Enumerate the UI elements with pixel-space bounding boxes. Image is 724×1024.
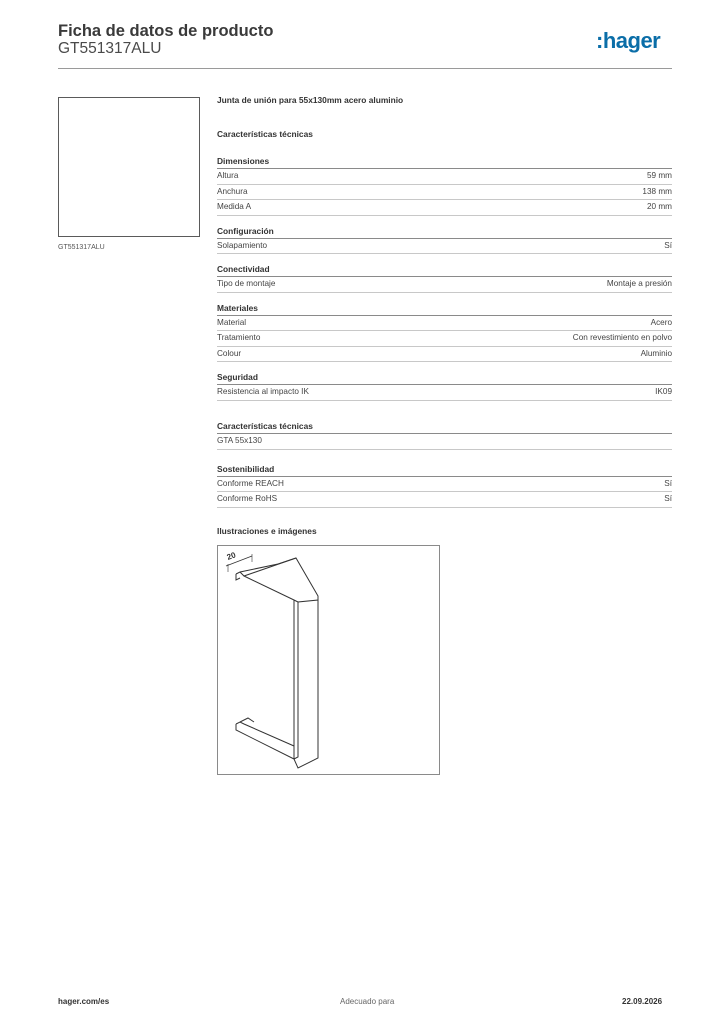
spec-key: Colour [217,348,242,358]
spec-key: Conforme RoHS [217,494,278,503]
footer-suitable-for: Adecuado para [340,997,395,1006]
spec-key: Anchura [217,186,248,196]
spec-row [217,477,672,493]
spec-section [217,226,672,255]
section-title: Seguridad [217,372,672,385]
spec-row [217,185,672,201]
spec-sections-secondary [217,421,672,508]
hager-logo: :hager [596,28,661,53]
section-title: Características técnicas [217,421,672,434]
spec-row [217,385,672,401]
spec-value: 59 mm [646,171,672,180]
spec-key: Altura [217,171,239,180]
spec-section [217,156,672,216]
spec-section [217,372,672,401]
spec-key: GTA 55x130 [217,436,262,445]
spec-sections [217,156,672,401]
spec-row [217,239,672,255]
connector-drawing [218,546,439,774]
section-title: Configuración [217,226,672,239]
spec-section [217,421,672,450]
spec-value: Acero [650,317,672,327]
spec-key: Tipo de montaje [217,279,276,288]
specs-secondary [217,421,672,522]
spec-section [217,264,672,293]
spec-row [217,492,672,508]
illustration-box [217,545,440,775]
spec-key: Conforme REACH [217,478,284,488]
photo-caption: GT551317ALU [58,244,105,251]
spec-value: Sí [664,240,672,250]
section-title: Materiales [217,303,672,316]
spec-value: Con revestimiento en polvo [572,333,672,342]
footer-website[interactable]: hager.com/es [58,997,110,1006]
spec-value: 20 mm [646,202,672,211]
spec-key: Solapamiento [217,240,268,250]
page-title: Ficha de datos de producto [58,22,274,40]
tech-heading: Características técnicas [217,129,313,139]
spec-key: Material [217,317,247,327]
illustrations-heading: Ilustraciones e imágenes [217,526,317,536]
spec-row [217,277,672,293]
spec-section [217,303,672,363]
section-title: Dimensiones [217,156,672,169]
product-code: GT551317ALU [58,40,162,57]
spec-value: Aluminio [640,348,672,358]
product-description: Junta de unión para 55x130mm acero aluminio [217,95,404,105]
spec-section [217,464,672,508]
spec-row [217,347,672,363]
specs-main [217,95,672,411]
spec-value: Montaje a presión [606,279,672,288]
spec-value: Sí [664,478,672,488]
header-divider [58,68,672,69]
spec-row [217,316,672,332]
spec-row [217,331,672,347]
section-title: Conectividad [217,264,672,277]
spec-row [217,200,672,216]
spec-row [217,169,672,185]
product-photo [58,97,200,237]
footer-date: 22.09.2026 [622,997,663,1006]
spec-row [217,434,672,450]
section-title: Sostenibilidad [217,464,672,477]
spec-value: IK09 [655,387,672,396]
dimension-label: 20 [225,550,238,562]
spec-key: Medida A [217,202,252,211]
spec-key: Resistencia al impacto IK [217,387,309,396]
spec-value: Sí [664,494,672,503]
spec-value: 138 mm [642,186,672,196]
spec-key: Tratamiento [217,333,261,342]
